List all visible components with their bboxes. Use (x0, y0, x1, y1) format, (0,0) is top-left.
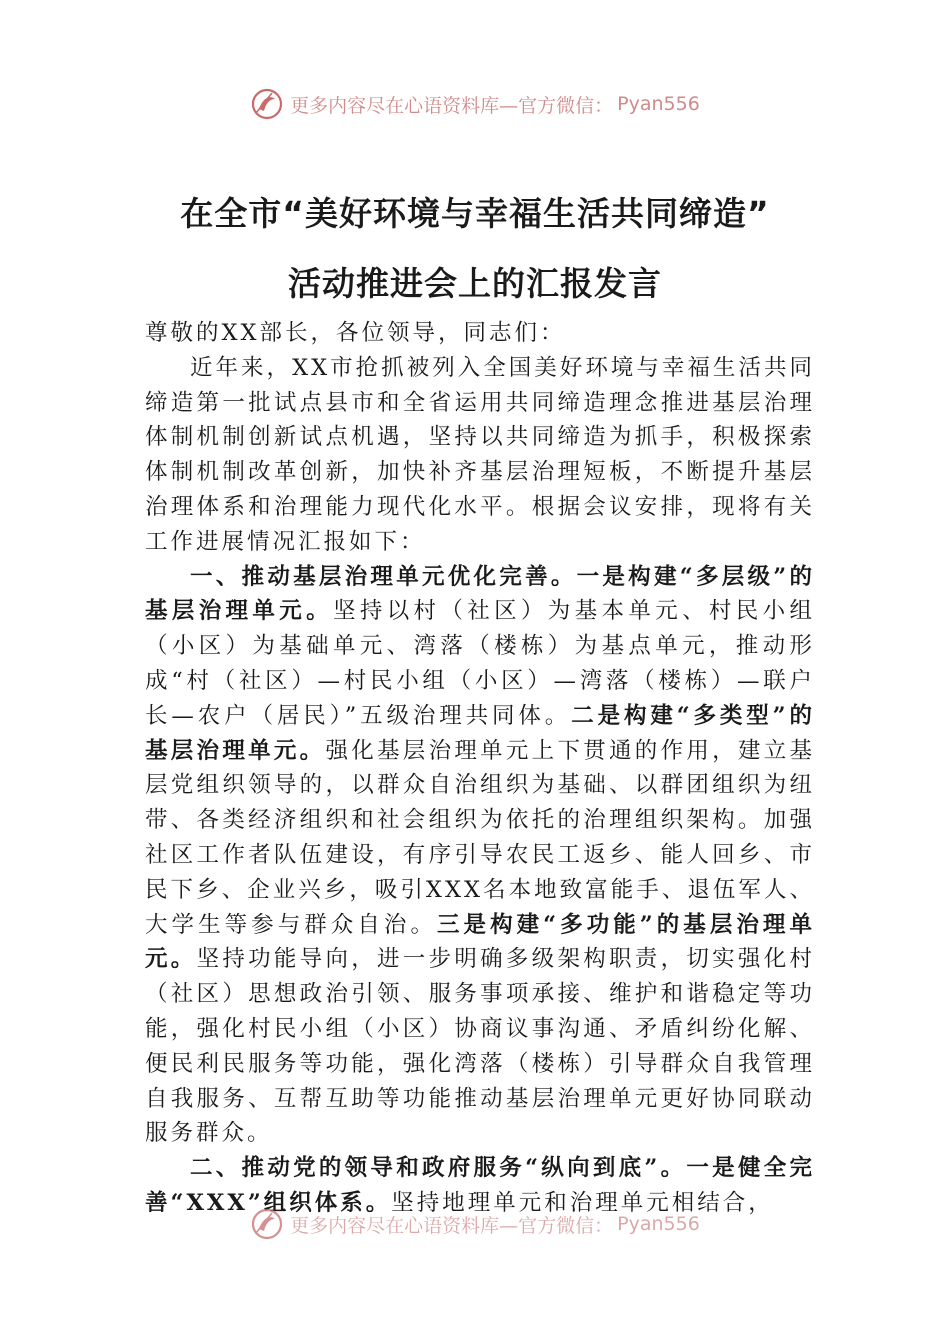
section-1-point-2-heading: 二是构建“多类型”的基层治理单元。 (145, 702, 815, 764)
section-2-heading: 二、推动党的领导和政府服务“纵向到底”。 (190, 1155, 687, 1182)
watermark-wechat-id: Pyan556 (617, 1213, 700, 1235)
document-body (145, 316, 815, 1221)
document-title-line-1: 在全市“美好环境与幸福生活共同缔造” (180, 194, 770, 233)
section-1-point-1-heading: 一是构建“多层级”的基层治理单元。 (145, 563, 815, 625)
watermark-wechat-id: Pyan556 (617, 93, 700, 115)
section-1-point-2-text: 强化基层治理单元上下贯通的作用，建立基层党组织领导的，以群众自治组织为基础、以群团组织为纽带、各类经济组织和社会组织为依托的治理组织架构。加强社区工作者队伍建设，有序引导农民工返乡、能人回乡、市民下乡、企业兴乡，吸引XXX名本地致富能手、退伍军人、大学生等参与群众自治。 (145, 737, 815, 938)
document-title-line-2: 活动推进会上的汇报发言 (288, 264, 662, 303)
section-1-point-1-text: 坚持以村（社区）为基本单元、村民小组（小区）为基础单元、湾落（楼栋）为基点单元，推动形成“村（社区）—村民小组（小区）—湾落（楼栋）—联户长—农户（居民）”五级治理共同体。 (145, 598, 815, 729)
watermark-banner-top (0, 86, 950, 122)
section-2-point-1-heading: 一是健全完善“XXX”组织体系。 (145, 1155, 815, 1216)
section-2-point-1-text: 坚持地理单元和治理单元相结合， (391, 1189, 774, 1216)
greeting: 尊敬的XX部长，各位领导，同志们： (145, 320, 566, 346)
logo-icon (250, 87, 284, 121)
section-1-paragraph (145, 560, 815, 1152)
section-1-point-3-heading: 三是构建“多功能”的基层治理单元。 (145, 911, 815, 973)
watermark-text: 更多内容尽在心语资料库—官方微信： (290, 1214, 614, 1237)
section-1-heading: 一、推动基层治理单元优化完善。 (190, 563, 577, 590)
watermark-banner-bottom (0, 1206, 950, 1242)
watermark-text: 更多内容尽在心语资料库—官方微信： (290, 94, 614, 117)
logo-icon (250, 1207, 284, 1241)
intro-paragraph: 近年来，XX市抢抓被列入全国美好环境与幸福生活共同缔造第一批试点县市和全省运用共同缔造理念推进基层治理体制机制创新试点机遇，坚持以共同缔造为抓手，积极探索体制机制改革创新，加快补齐基层治理短板，不断提升基层治理体系和治理能力现代化水平。根据会议安排，现将有关工作进展情况汇报如下： (145, 354, 815, 555)
section-1-point-3-text: 坚持功能导向，进一步明确多级架构职责，切实强化村（社区）思想政治引领、服务事项承接、维护和谐稳定等功能，强化村民小组（小区）协商议事沟通、矛盾纠纷化解、便民利民服务等功能，强化湾落（楼栋）引导群众自我管理自我服务、互帮互助等功能推动基层治理单元更好协同联动服务群众。 (145, 946, 815, 1147)
